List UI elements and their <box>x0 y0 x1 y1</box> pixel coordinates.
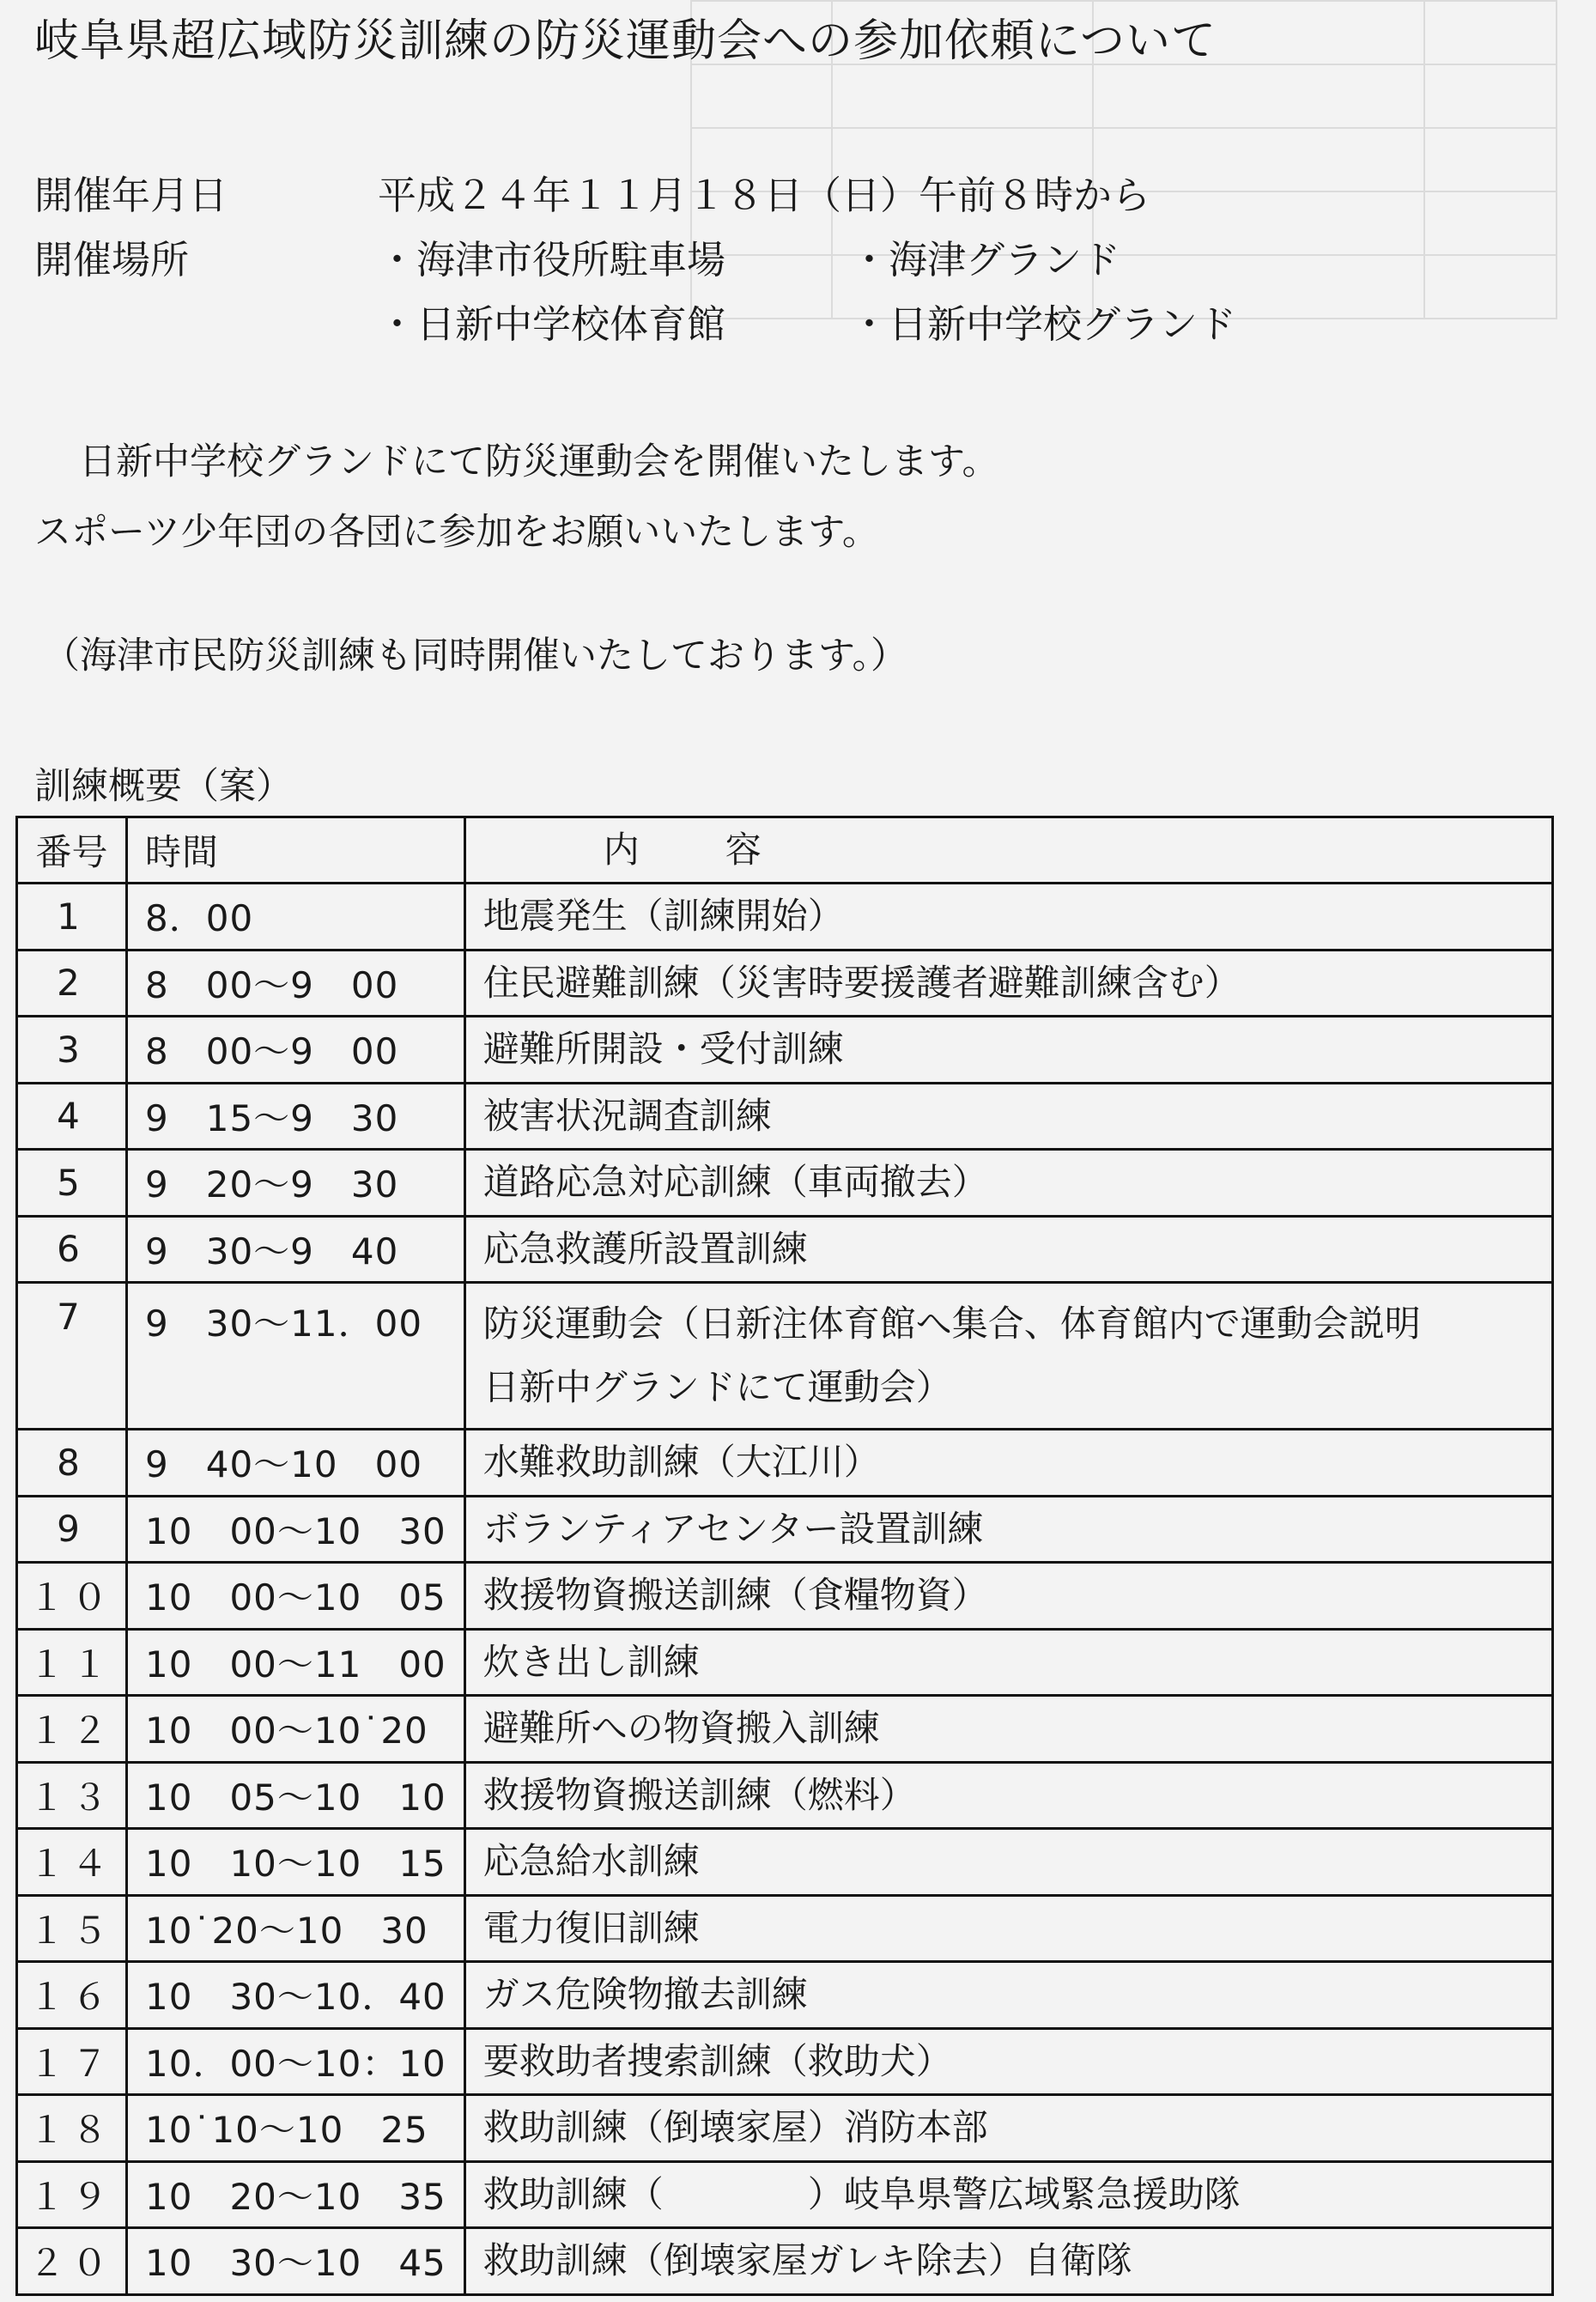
row-time: 8．00 <box>127 884 465 951</box>
table-row <box>17 2028 1553 2095</box>
row-content-line: 避難所への物資搬入訓練 <box>482 1707 880 1750</box>
row-content <box>464 1895 1552 1962</box>
row-time: 9 30～9 40 <box>127 1216 465 1283</box>
document-page <box>34 0 1563 808</box>
row-time: 10 10～10 15 <box>127 1829 465 1896</box>
table-row <box>17 1762 1553 1829</box>
header-num: 番号 <box>17 817 127 884</box>
row-content-line: 要救助者捜索訓練（救助犬） <box>482 2039 952 2082</box>
place-row <box>34 228 1296 356</box>
row-content-line: 応急給水訓練 <box>482 1840 700 1883</box>
row-time: 10．00～10：10 <box>127 2028 465 2095</box>
place-label: 開催場所 <box>34 237 190 282</box>
row-content <box>464 2028 1552 2095</box>
table-row <box>17 1216 1553 1283</box>
row-number: 9 <box>17 1496 127 1563</box>
row-content <box>464 884 1552 951</box>
row-number: 6 <box>17 1216 127 1283</box>
table-row <box>17 1150 1553 1217</box>
row-number: １３ <box>17 1762 127 1829</box>
row-number: 2 <box>17 950 127 1017</box>
row-content-line: 住民避難訓練（災害時要援護者避難訓練含む） <box>482 961 1241 1004</box>
row-number: 4 <box>17 1083 127 1150</box>
row-content-line: 救助訓練（倒壊家屋）消防本部 <box>482 2106 988 2149</box>
row-time: 9 40～10 00 <box>127 1430 465 1497</box>
row-number: １７ <box>17 2028 127 2095</box>
row-content <box>464 1629 1552 1696</box>
place-item: ・日新中学校体育館 <box>378 301 726 347</box>
row-content-line: 救援物資搬送訓練（燃料） <box>482 1773 916 1816</box>
row-content <box>464 1962 1552 2029</box>
document-title: 岐阜県超広域防災訓練の防災運動会への参加依頼について <box>34 15 1217 67</box>
table-row <box>17 1696 1553 1763</box>
row-number: １８ <box>17 2095 127 2162</box>
row-content <box>464 1496 1552 1563</box>
row-time: 10 05～10 10 <box>127 1762 465 1829</box>
row-time: 8 00～9 00 <box>127 1017 465 1084</box>
body-line: スポーツ少年団の各団に参加をお願いいたします。 <box>34 511 879 554</box>
row-number: 7 <box>17 1283 127 1430</box>
row-content-line: 炊き出し訓練 <box>482 1640 700 1683</box>
row-content <box>464 2228 1552 2295</box>
table-row <box>17 1962 1553 2029</box>
table-row <box>17 1017 1553 1084</box>
header-content: 内容 <box>464 817 1552 884</box>
row-time: 10 00～10 05 <box>127 1563 465 1630</box>
table-header-row <box>17 817 1553 884</box>
body-text <box>34 427 999 568</box>
table-row <box>17 1629 1553 1696</box>
row-number: １０ <box>17 1563 127 1630</box>
row-content <box>464 1216 1552 1283</box>
row-content <box>464 1283 1552 1430</box>
body-line: 日新中学校グランドにて防災運動会を開催いたします。 <box>79 440 999 483</box>
row-content <box>464 1430 1552 1497</box>
row-content <box>464 950 1552 1017</box>
row-content <box>464 1762 1552 1829</box>
table-row <box>17 1829 1553 1896</box>
table-row <box>17 2228 1553 2295</box>
row-time: 10˙10～10 25 <box>127 2095 465 2162</box>
row-content-line: 電力復旧訓練 <box>482 1906 700 1949</box>
date-label: 開催年月日 <box>34 173 228 218</box>
row-content <box>464 1563 1552 1630</box>
row-number: １９ <box>17 2161 127 2228</box>
show-through-artifact <box>677 0 1596 841</box>
row-time: 9 15～9 30 <box>127 1083 465 1150</box>
row-content-line: 道路応急対応訓練（車両撤去） <box>482 1161 988 1204</box>
row-time: 10 00～10 30 <box>127 1496 465 1563</box>
row-content-line: 救援物資搬送訓練（食糧物資） <box>482 1574 988 1617</box>
row-time: 10 00～11 00 <box>127 1629 465 1696</box>
row-content-line: 応急救護所設置訓練 <box>482 1227 808 1270</box>
table-row <box>17 1283 1553 1430</box>
row-number: ２０ <box>17 2228 127 2295</box>
row-time: 8 00～9 00 <box>127 950 465 1017</box>
row-number: 1 <box>17 884 127 951</box>
schedule-table <box>15 816 1554 2296</box>
row-number: １２ <box>17 1696 127 1763</box>
row-time: 9 20～9 30 <box>127 1150 465 1217</box>
table-row <box>17 1083 1553 1150</box>
table-row <box>17 950 1553 1017</box>
place-item: ・海津グランド <box>850 237 1121 282</box>
row-number: １１ <box>17 1629 127 1696</box>
row-content-line: 避難所開設・受付訓練 <box>482 1028 844 1071</box>
table-row <box>17 1563 1553 1630</box>
place-item: ・海津市役所駐車場 <box>378 237 726 282</box>
row-time: 10 30～10．40 <box>127 1962 465 2029</box>
row-content-line: 救助訓練（倒壊家屋ガレキ除去）自衛隊 <box>482 2239 1132 2282</box>
row-content-line: 救助訓練（ ）岐阜県警広域緊急援助隊 <box>482 2172 1241 2215</box>
row-number: 5 <box>17 1150 127 1217</box>
row-number: 8 <box>17 1430 127 1497</box>
table-row <box>17 1496 1553 1563</box>
row-number: １６ <box>17 1962 127 2029</box>
schedule-caption: 訓練概要（案） <box>34 765 293 808</box>
event-info <box>34 163 1296 356</box>
place-list <box>378 228 1296 356</box>
row-content-line: 地震発生（訓練開始） <box>482 895 844 938</box>
row-content <box>464 1696 1552 1763</box>
row-content <box>464 2161 1552 2228</box>
table-row <box>17 1430 1553 1497</box>
row-number: 3 <box>17 1017 127 1084</box>
table-row <box>17 2161 1553 2228</box>
row-time: 9 30～11．00 <box>127 1283 465 1430</box>
table-row <box>17 884 1553 951</box>
row-content-line: ガス危険物撤去訓練 <box>482 1973 808 2016</box>
row-number: １５ <box>17 1895 127 1962</box>
row-content <box>464 1017 1552 1084</box>
row-content-line: 水難救助訓練（大江川） <box>482 1441 880 1484</box>
date-row <box>34 163 1296 228</box>
row-time: 10 20～10 35 <box>127 2161 465 2228</box>
row-time: 10 30～10 45 <box>127 2228 465 2295</box>
row-content-line: 被害状況調査訓練 <box>482 1094 772 1137</box>
row-content-line: 防災運動会（日新注体育館へ集合、体育館内で運動会説明 <box>482 1303 1421 1345</box>
note-text: （海津市民防災訓練も同時開催いたしております。） <box>43 635 908 677</box>
row-time: 10˙20～10 30 <box>127 1895 465 1962</box>
row-content <box>464 1829 1552 1896</box>
table-row <box>17 1895 1553 1962</box>
row-content <box>464 1083 1552 1150</box>
table-row <box>17 2095 1553 2162</box>
row-time: 10 00～10˙20 <box>127 1696 465 1763</box>
header-time: 時間 <box>127 817 465 884</box>
row-content <box>464 1150 1552 1217</box>
date-value: 平成２４年１１月１８日（日）午前８時から <box>378 173 1151 218</box>
row-content-line: 日新中グランドにて運動会） <box>482 1366 952 1408</box>
place-item: ・日新中学校グランド <box>850 301 1237 347</box>
row-content <box>464 2095 1552 2162</box>
row-content-line: ボランティアセンター設置訓練 <box>482 1507 984 1550</box>
row-number: １４ <box>17 1829 127 1896</box>
